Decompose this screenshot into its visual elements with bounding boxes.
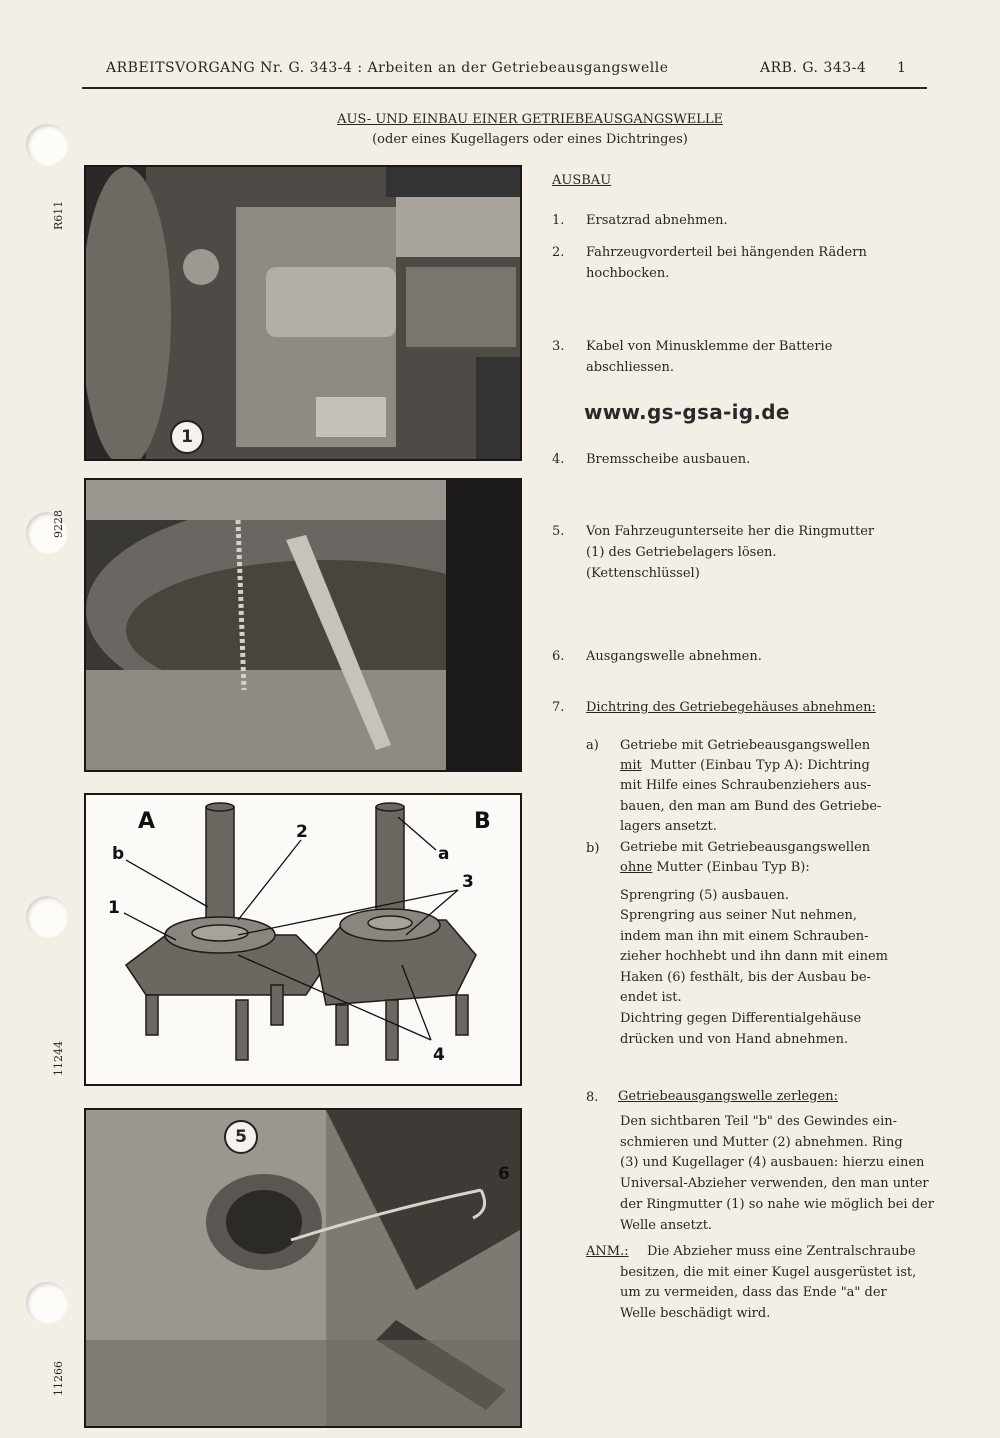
header-title: ARBEITSVORGANG Nr. G. 343-4 : Arbeiten an der Getriebeausgangswelle (106, 60, 669, 76)
step-text: der Ringmutter (1) so nahe wie möglich bei der (620, 1197, 934, 1212)
step-text: Mutter (Einbau Typ B): (656, 860, 810, 875)
step-text: Ersatzrad abnehmen. (586, 213, 728, 228)
step-text: Kabel von Minusklemme der Batterie (586, 339, 833, 354)
step-text: Universal-Abzieher verwenden, den man unter (620, 1176, 929, 1191)
step-text: Getriebe mit Getriebeausgangswellen (620, 738, 871, 753)
step-text-line (620, 858, 810, 879)
step-text: bauen, den man am Bund des Getriebe- (620, 799, 882, 814)
page-header (0, 60, 1000, 84)
photo-circlip-hook (84, 1108, 522, 1428)
diagram-shaft-types-a-b (84, 793, 522, 1086)
photo-ring-nut-chain-wrench (84, 478, 522, 772)
step-text: (3) und Kugellager (4) ausbauen: hierzu einen (620, 1155, 925, 1170)
callout-5: 5 (224, 1120, 258, 1154)
emphasis-mit: mit (620, 758, 642, 773)
step-number: 7. (552, 700, 565, 715)
step-text: Mutter (Einbau Typ A): Dichtring (649, 758, 870, 773)
step-text: Bremsscheibe ausbauen. (586, 452, 751, 467)
list-marker: b) (586, 841, 600, 856)
binder-hole (26, 124, 68, 166)
step-text: Ausgangswelle abnehmen. (586, 649, 762, 664)
callout-6: 6 (498, 1164, 510, 1184)
step-number: 8. (586, 1090, 599, 1105)
section-heading: AUSBAU (552, 173, 612, 188)
diagram-label-3: 3 (462, 872, 474, 892)
step-text: drücken und von Hand abnehmen. (620, 1032, 849, 1047)
step-number: 6. (552, 649, 565, 664)
step-number: 2. (552, 245, 565, 260)
step-text: hochbocken. (586, 266, 670, 281)
binder-hole (26, 896, 68, 938)
header-ref: ARB. G. 343-4 (760, 60, 867, 76)
figure-code: R611 (52, 200, 65, 230)
step-text: zieher hochhebt und ihn dann mit einem (620, 949, 888, 964)
step-text: Haken (6) festhält, bis der Ausbau be- (620, 970, 871, 985)
diagram-label-A: A (138, 809, 156, 834)
step-text: Dichtring gegen Differentialgehäuse (620, 1011, 862, 1026)
page-number: 1 (897, 60, 907, 76)
note-text: Die Abzieher muss eine Zentralschraube (647, 1244, 916, 1259)
step-text: Von Fahrzeugunterseite her die Ringmutter (586, 524, 875, 539)
step-number: 3. (552, 339, 565, 354)
diagram-label-B: B (474, 809, 491, 834)
step-text: mit Hilfe eines Schraubenziehers aus- (620, 778, 872, 793)
step-text: lagers ansetzt. (620, 819, 717, 834)
title-line-1: AUS- UND EINBAU EINER GETRIEBEAUSGANGSWELLE (337, 112, 723, 127)
step-text: indem man ihn mit einem Schrauben- (620, 929, 869, 944)
step-text: Den sichtbaren Teil "b" des Gewindes ein- (620, 1114, 898, 1129)
note-label: ANM.: (586, 1244, 629, 1259)
step-text: (1) des Getriebelagers lösen. (586, 545, 777, 560)
step-number: 5. (552, 524, 565, 539)
step-text: Sprengring aus seiner Nut nehmen, (620, 908, 857, 923)
step-number: 4. (552, 452, 565, 467)
step-number: 1. (552, 213, 565, 228)
note-text: besitzen, die mit einer Kugel ausgerüstet ist, (620, 1265, 917, 1280)
step-text: Welle ansetzt. (620, 1218, 713, 1233)
callout-1: 1 (170, 420, 204, 454)
step-text: endet ist. (620, 990, 682, 1005)
diagram-label-1: 1 (108, 898, 120, 918)
photo-transmission-housing (84, 165, 522, 461)
step-text-line (620, 756, 870, 777)
step-text: (Kettenschlüssel) (586, 566, 700, 581)
document-title (300, 110, 760, 150)
step-title: Dichtring des Getriebegehäuses abnehmen: (586, 700, 876, 715)
emphasis-ohne: ohne (620, 860, 653, 875)
figure-code: 11266 (52, 1361, 65, 1396)
binder-hole (26, 1282, 68, 1324)
note-text: um zu vermeiden, dass das Ende "a" der (620, 1285, 887, 1300)
diagram-label-a: a (438, 844, 450, 864)
step-text: Sprengring (5) ausbauen. (620, 888, 790, 903)
website-watermark: www.gs-gsa-ig.de (584, 400, 790, 424)
note-text: Welle beschädigt wird. (620, 1306, 771, 1321)
diagram-label-2: 2 (296, 822, 308, 842)
figure-code: 9228 (52, 510, 65, 538)
title-line-2: (oder eines Kugellagers oder eines Dichtringes) (372, 132, 688, 147)
header-rule (82, 87, 927, 89)
step-title: Getriebeausgangswelle zerlegen: (618, 1089, 838, 1104)
step-text: Fahrzeugvorderteil bei hängenden Rädern (586, 245, 867, 260)
step-text: schmieren und Mutter (2) abnehmen. Ring (620, 1135, 903, 1150)
step-text: abschliessen. (586, 360, 674, 375)
list-marker: a) (586, 738, 599, 753)
step-text: Getriebe mit Getriebeausgangswellen (620, 840, 871, 855)
figure-code: 11244 (52, 1041, 65, 1076)
diagram-label-b: b (112, 844, 125, 864)
diagram-label-4: 4 (433, 1045, 445, 1065)
